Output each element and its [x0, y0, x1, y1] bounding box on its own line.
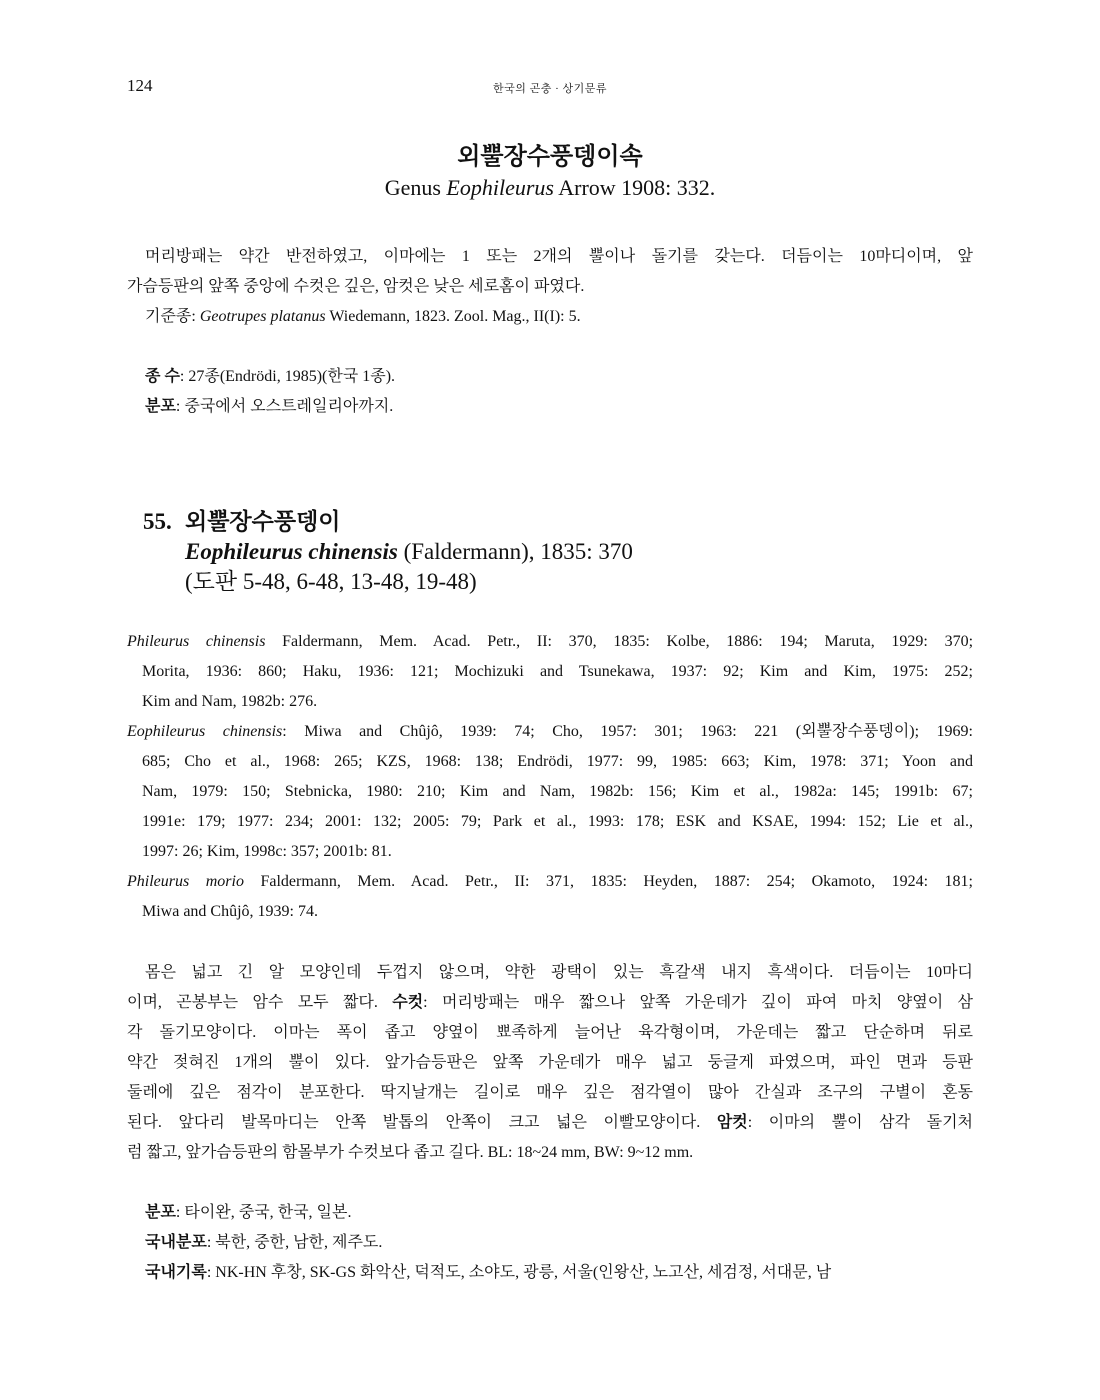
page-number: 124	[127, 76, 153, 95]
synonym-name: Philеurus chinensis	[127, 633, 266, 650]
genus-species-count	[145, 362, 395, 392]
description-line: 각 돌기모양이다. 이마는 폭이 좁고 양옆이 뾰족하게 늘어난 육각형이며, 가운데는 짧고 단순하며 뒤로	[127, 1024, 973, 1041]
synonym-line: Nam, 1979: 150; Stebnicka, 1980: 210; Kim and Nam, 1982b: 156; Kim et al., 1982a: 145; 1991b: 67;	[142, 783, 973, 800]
description-line	[127, 988, 973, 1018]
genus-description-line: 머리방패는 약간 반전하였고, 이마에는 1 또는 2개의 뿔이나 돌기를 갖는다. 더듬이는 10마디이며, 앞	[145, 248, 973, 265]
description-line	[127, 1108, 973, 1138]
synonym-list	[127, 627, 973, 927]
domestic-distribution-value: : 북한, 중한, 남한, 제주도.	[206, 1234, 383, 1251]
domestic-records-value: : NK-HN 후창, SK-GS 화악산, 덕적도, 소야도, 광릉, 서울(인왕산, 노고산, 세검정, 서대문, 남	[206, 1264, 832, 1281]
domestic-records	[145, 1258, 831, 1288]
description-line: 몸은 넓고 긴 알 모양인데 두껍지 않으며, 약한 광택이 있는 흑갈색 내지 흑색이다. 더듬이는 10마디	[145, 964, 973, 981]
description-text: 된다. 앞다리 발목마디는 안쪽 발톱의 안쪽이 크고 넓은 이빨모양이다.	[127, 1114, 717, 1131]
genus-description-line: 가슴등판의 앞쪽 중앙에 수컷은 깊은, 암컷은 낮은 세로홈이 파였다.	[127, 278, 585, 295]
synonym-line	[127, 627, 973, 657]
species-binomial: Eophileurus chinensis	[185, 539, 398, 564]
synonym-entry	[127, 867, 973, 927]
genus-title-korean: 외뿔장수풍뎅이속	[457, 144, 643, 170]
synonym-name: Eophileurus chinensis	[127, 723, 283, 740]
genus-distribution-label: 분포	[145, 398, 176, 415]
description-line: 둘레에 깊은 점각이 분포한다. 딱지날개는 길이로 매우 깊은 점각열이 많아 간실과 조구의 구별이 혼동	[127, 1084, 973, 1101]
description-text: : 이마의 뿔이 삼각 돌기처	[747, 1114, 973, 1131]
synonym-line	[127, 867, 973, 897]
synonym-name: Philеurus morio	[127, 873, 244, 890]
synonym-entry	[127, 627, 973, 717]
species-distribution	[145, 1198, 351, 1228]
domestic-distribution	[145, 1228, 382, 1258]
synonym-line	[127, 717, 973, 747]
description-line: 럼 짧고, 앞가슴등판의 함몰부가 수컷보다 좁고 길다. BL: 18~24 mm, BW: 9~12 mm.	[127, 1144, 694, 1161]
species-number: 55.	[143, 509, 172, 534]
species-count-label: 종 수	[145, 368, 180, 385]
running-title: 한국의 곤충 · 상기문류	[492, 83, 608, 95]
synonym-line: 685; Cho et al., 1968: 265; KZS, 1968: 138; Endrödi, 1977: 99, 1985: 663; Kim, 1978: 371; Yoon and	[142, 753, 973, 770]
genus-distribution	[145, 392, 393, 422]
genus-description	[127, 242, 973, 332]
type-species-reference: Wiedemann, 1823. Zool. Mag., II(I): 5.	[325, 308, 581, 325]
synonym-line: 1991e: 179; 1977: 234; 2001: 132; 2005: 79; Park et al., 1993: 178; ESK and KSAE, 1994: 152; Lie et al.,	[142, 813, 973, 830]
synonym-text: Faldermann, Mem. Acad. Petr., II: 370, 1835: Kolbe, 1886: 194; Maruta, 1929: 370;	[265, 633, 974, 650]
species-title-line	[143, 507, 633, 537]
synonym-line: Miwa and Chûjô, 1939: 74.	[142, 903, 318, 920]
synonym-text: Faldermann, Mem. Acad. Petr., II: 371, 1835: Heyden, 1887: 254; Okamoto, 1924: 181;	[243, 873, 974, 890]
genus-distribution-value: : 중국에서 오스트레일리아까지.	[175, 398, 394, 415]
genus-prefix: Genus	[384, 175, 447, 200]
female-label: 암컷	[716, 1114, 748, 1131]
description-text: : 머리방패는 매우 짧으나 앞쪽 가운데가 깊이 파여 마치 양옆이 삼	[423, 994, 973, 1011]
distribution-label: 분포	[145, 1204, 176, 1221]
synonym-line: Kim and Nam, 1982b: 276.	[142, 693, 318, 710]
synonym-line: 1997: 26; Kim, 1998c: 357; 2001b: 81.	[142, 843, 392, 860]
genus-title-scientific	[0, 175, 1100, 201]
type-species-name: Geotrupes platanus	[199, 308, 326, 325]
synonym-line: Morita, 1936: 860; Haku, 1936: 121; Mochizuki and Tsunekawa, 1937: 92; Kim and Kim, 1975: 252;	[142, 663, 973, 680]
genus-name: Eophileurus	[446, 175, 554, 200]
male-label: 수컷	[392, 994, 424, 1011]
description-text: 이며, 곤봉부는 암수 모두 짧다.	[127, 994, 393, 1011]
species-author: (Faldermann), 1835: 370	[397, 539, 633, 564]
distribution-value: : 타이완, 중국, 한국, 일본.	[175, 1204, 352, 1221]
species-description	[127, 958, 973, 1168]
species-heading	[143, 507, 633, 597]
synonym-text: : Miwa and Chûjô, 1939: 74; Cho, 1957: 301; 1963: 221 (외뿔장수풍뎅이); 1969:	[282, 723, 973, 740]
synonym-entry	[127, 717, 973, 867]
domestic-distribution-label: 국내분포	[145, 1234, 207, 1251]
type-species	[127, 302, 973, 332]
species-plates: (도판 5-48, 6-48, 13-48, 19-48)	[185, 569, 477, 594]
type-species-label: 기준종:	[145, 308, 200, 325]
description-line: 약간 젖혀진 1개의 뿔이 있다. 앞가슴등판은 앞쪽 가운데가 매우 넓고 둥글게 파였으며, 파인 면과 등판	[127, 1054, 973, 1071]
species-scientific-line	[143, 537, 633, 567]
species-count-value: : 27종(Endrödi, 1985)(한국 1종).	[179, 368, 396, 385]
genus-author: Arrow 1908: 332.	[553, 175, 716, 200]
domestic-records-label: 국내기록	[145, 1264, 207, 1281]
species-name-korean: 외뿔장수풍뎅이	[185, 509, 341, 534]
